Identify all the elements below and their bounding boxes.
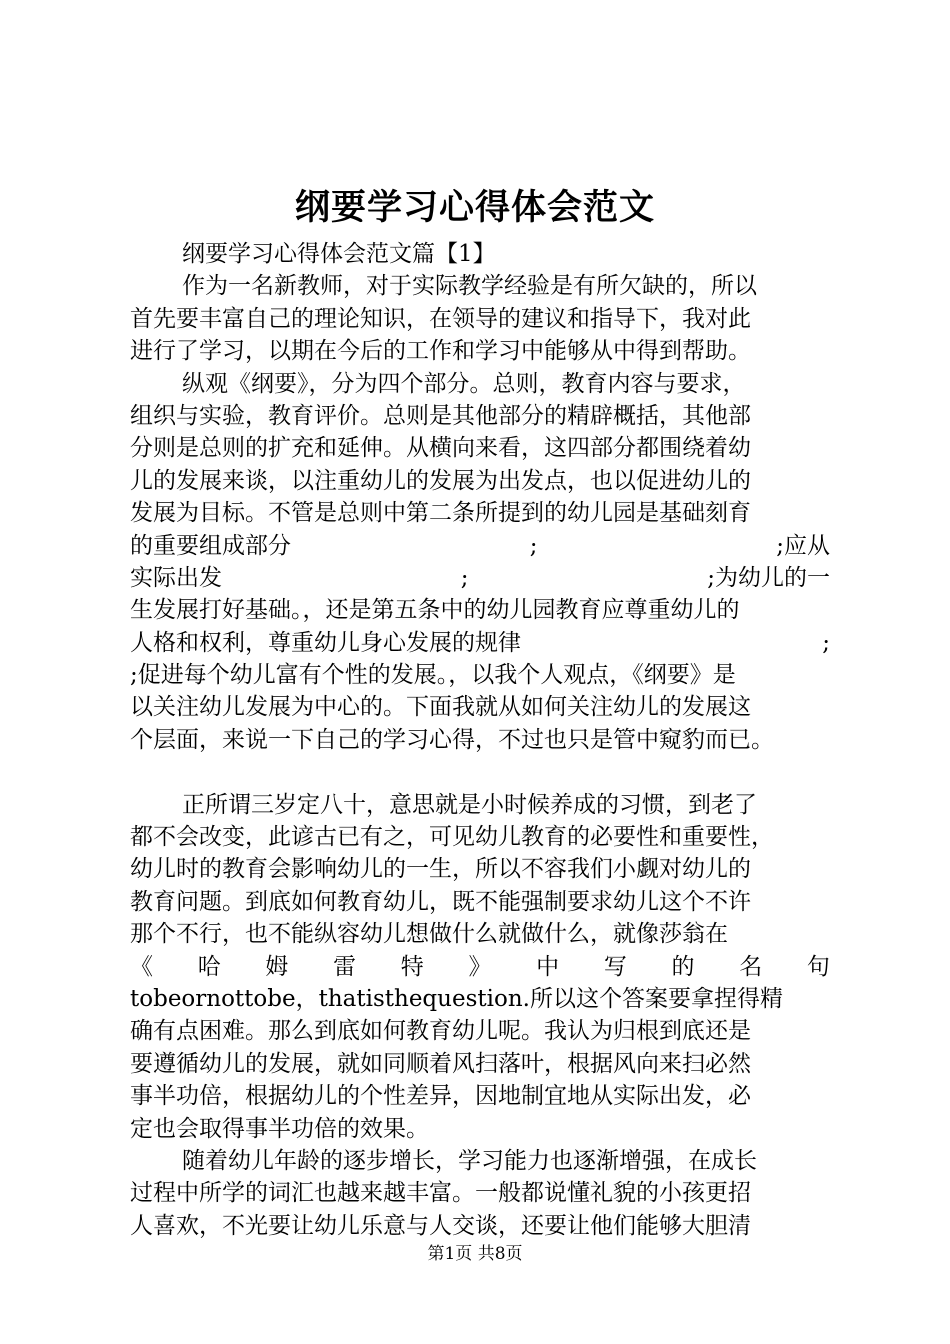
- body-line: 事半功倍，根据幼儿的个性差异，因地制宜地从实际出发，必: [130, 1083, 751, 1110]
- page-number: 第1页 共8页: [427, 1244, 523, 1264]
- body-line: 以关注幼儿发展为中心的。下面我就从如何关注幼儿的发展这: [130, 694, 751, 721]
- body-line: 生发展打好基础。，还是第五条中的幼儿园教育应尊重幼儿的: [130, 597, 740, 624]
- line-segment: 句: [806, 953, 830, 980]
- body-line: 儿的发展来谈，以注重幼儿的发展为出发点，也以促进幼儿的: [130, 467, 751, 494]
- body-line: 幼儿时的教育会影响幼儿的一生，所以不容我们小觑对幼儿的: [130, 856, 751, 883]
- body-line-spaced: [130, 530, 830, 562]
- body-line: 作为一名新教师，对于实际教学经验是有所欠缺的，所以: [182, 273, 757, 300]
- line-segment: 名: [739, 953, 763, 980]
- line-segment: 中: [536, 953, 560, 980]
- line-segment: ;: [822, 629, 830, 656]
- line-segment: ;为幼儿的一: [707, 564, 830, 591]
- body-line: 发展为目标。不管是总则中第二条所提到的幼儿园是基础刻育: [130, 500, 751, 527]
- body-line: 随着幼儿年龄的逐步增长，学习能力也逐渐增强，在成长: [182, 1147, 757, 1174]
- body-line-spaced: [130, 562, 830, 594]
- body-line: 首先要丰富自己的理论知识，在领导的建议和指导下，我对此: [130, 305, 751, 332]
- body-line: 确有点困难。那么到底如何教育幼儿呢。我认为归根到底还是: [130, 1018, 751, 1045]
- body-line-spaced: [130, 951, 830, 983]
- line-segment: 姆: [265, 953, 289, 980]
- line-segment: 人格和权利，尊重幼儿身心发展的规律: [130, 629, 521, 656]
- line-segment: 雷: [333, 953, 357, 980]
- line-segment: 哈: [197, 953, 221, 980]
- body-line: 个层面，来说一下自己的学习心得，不过也只是管中窥豹而已。: [130, 726, 774, 753]
- body-line: 组织与实验，教育评价。总则是其他部分的精辟概括，其他部: [130, 402, 751, 429]
- line-segment: ;: [529, 532, 538, 559]
- body-line: 过程中所学的词汇也越来越丰富。一般都说懂礼貌的小孩更招: [130, 1180, 751, 1207]
- body-line-spaced: [130, 627, 830, 659]
- line-segment: 《: [130, 953, 153, 980]
- line-segment: 实际出发: [130, 564, 222, 591]
- paragraph-gap: [130, 756, 830, 788]
- line-segment: 写: [603, 953, 627, 980]
- line-segment: 的: [671, 953, 695, 980]
- body-line: 定也会取得事半功倍的效果。: [130, 1115, 429, 1142]
- line-segment: ;应从: [776, 532, 830, 559]
- line-segment: 》: [468, 953, 492, 980]
- line-segment: 的重要组成部分: [130, 532, 291, 559]
- section-heading: 纲要学习心得体会范文篇【1】: [182, 241, 496, 267]
- body-line: tobeornottobe，thatisthequestion.所以这个答案要拿捏得精: [130, 985, 783, 1012]
- line-segment: 特: [400, 953, 424, 980]
- body-line: 正所谓三岁定八十，意思就是小时候养成的习惯，到老了: [182, 791, 757, 818]
- body-line: 那个不行，也不能纵容幼儿想做什么就做什么，就像莎翁在: [130, 921, 728, 948]
- body-line: 纵观《纲要》，分为四个部分。总则，教育内容与要求，: [182, 370, 746, 397]
- body-line: 要遵循幼儿的发展，就如同顺着风扫落叶，根据风向来扫必然: [130, 1050, 751, 1077]
- body-line: 进行了学习，以期在今后的工作和学习中能够从中得到帮助。: [130, 338, 751, 365]
- line-segment: ;: [460, 564, 469, 591]
- body-line: 分则是总则的扩充和延伸。从横向来看，这四部分都围绕着幼: [130, 435, 751, 462]
- body-line: 都不会改变，此谚古已有之，可见幼儿教育的必要性和重要性，: [130, 824, 774, 851]
- document-body: [130, 238, 830, 1242]
- body-line: 教育问题。到底如何教育幼儿，既不能强制要求幼儿这个不许: [130, 888, 751, 915]
- body-line: 人喜欢，不光要让幼儿乐意与人交谈，还要让他们能够大胆清: [130, 1212, 751, 1239]
- body-line: ;促进每个幼儿富有个性的发展。，以我个人观点，《纲要》是: [130, 662, 736, 689]
- document-title: 纲要学习心得体会范文: [294, 187, 655, 228]
